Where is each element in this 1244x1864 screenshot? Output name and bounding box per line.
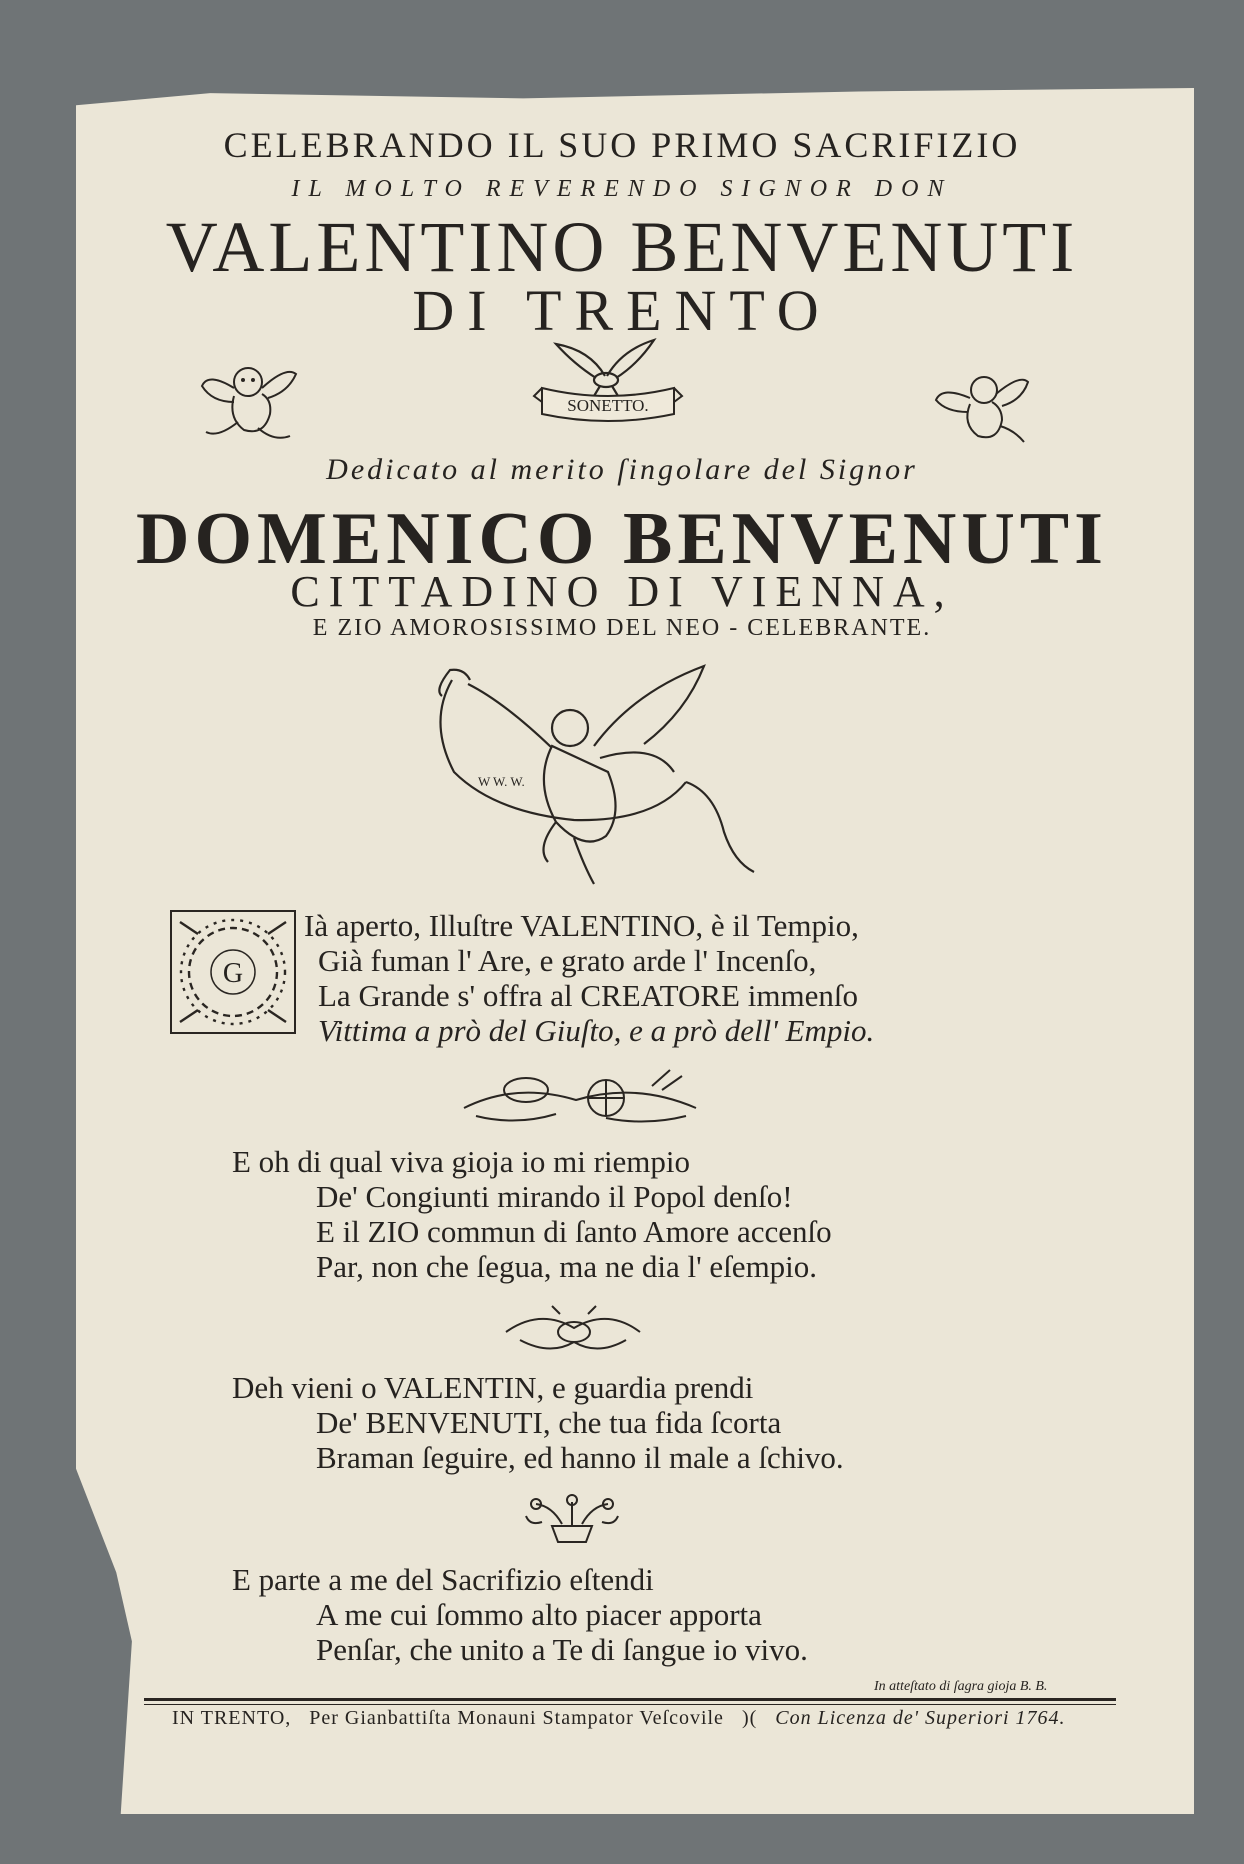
stanza-1-line-3: La Grande s' offra al CREATORE immenſo <box>318 978 858 1013</box>
sonetto-label: SONETTO. <box>567 396 649 415</box>
imprint-license: Con Licenza de' Superiori 1764. <box>775 1707 1066 1729</box>
dedication-line: Dedicato al merito ſingolare del Signor <box>326 453 918 486</box>
attestation: In atteſtato di ſagra gioja B. B. <box>874 1679 1048 1694</box>
imprint-rule-top <box>144 1698 1116 1701</box>
stanza-2 <box>232 1144 832 1284</box>
imprint-place: IN TRENTO, <box>172 1707 292 1729</box>
celebrant-place: DI TRENTO <box>412 278 832 343</box>
flower-basket-icon <box>522 1492 622 1548</box>
title-line-1: CELEBRANDO IL SUO PRIMO SACRIFIZIO <box>223 125 1021 165</box>
stanza-3-line-3: Braman ſeguire, ed hanno il male a ſchivo. <box>316 1440 844 1475</box>
stanza-1-line-4: Vittima a prò del Giuſto, e a prò dell' Empio. <box>318 1013 875 1048</box>
dedicatee-relation: E ZIO AMOROSISSIMO DEL NEO - CELEBRANTE. <box>312 615 932 641</box>
imprint-separator: )( <box>741 1707 758 1729</box>
stanza-2-line-1: E oh di qual viva gioja io mi riempio <box>232 1144 691 1179</box>
stanza-1-line-2: Già fuman l' Are, e grato arde l' Incenſo, <box>318 943 817 978</box>
stanza-4-line-2: A me cui ſommo alto piacer apporta <box>316 1597 762 1632</box>
flourish-ornament-icon <box>500 1302 646 1360</box>
celebrant-name: VALENTINO BENVENUTI <box>165 207 1079 287</box>
stanza-3 <box>232 1370 844 1475</box>
decorated-initial <box>168 908 298 1036</box>
instruments-ornament-icon <box>456 1064 704 1132</box>
imprint-line <box>172 1707 1066 1730</box>
stanza-3-line-2: De' BENVENUTI, che tua fida ſcorta <box>316 1405 782 1440</box>
dedicatee-citizenship: CITTADINO DI VIENNA, <box>290 567 954 616</box>
stanza-4 <box>232 1562 808 1667</box>
banner-letters: W W. W. <box>478 774 525 789</box>
initial-letter: G <box>222 958 244 989</box>
imprint-rule-thin <box>144 1704 1116 1705</box>
stanza-2-line-2: De' Congiunti mirando il Popol denſo! <box>316 1179 793 1214</box>
stanza-1-line-1: Ià aperto, Illuſtre VALENTINO, è il Tempio, <box>304 908 859 943</box>
laurel-frame-icon <box>168 908 298 1036</box>
stanza-3-line-1: Deh vieni o VALENTIN, e guardia prendi <box>232 1370 754 1405</box>
cherub-right-icon <box>930 364 1030 448</box>
angel-with-banner-icon <box>424 662 784 886</box>
stanza-2-line-4: Par, non che ſegua, ma ne dia l' eſempio. <box>316 1249 818 1284</box>
title-line-2: IL MOLTO REVERENDO SIGNOR DON <box>291 176 953 202</box>
imprint-printer: Per Gianbattiſta Monauni Stampator Veſcovile <box>309 1707 724 1729</box>
sonetto-banner <box>532 378 684 430</box>
stanza-2-line-3: E il ZIO commun di ſanto Amore accenſo <box>316 1214 832 1249</box>
stanza-4-line-1: E parte a me del Sacrifizio eſtendi <box>232 1562 654 1597</box>
dedicatee-name: DOMENICO BENVENUTI <box>136 498 1108 580</box>
stanza-4-line-3: Penſar, che unito a Te di ſangue io vivo. <box>316 1632 808 1667</box>
cherub-left-icon <box>198 352 302 444</box>
stanza-1 <box>304 908 874 1048</box>
